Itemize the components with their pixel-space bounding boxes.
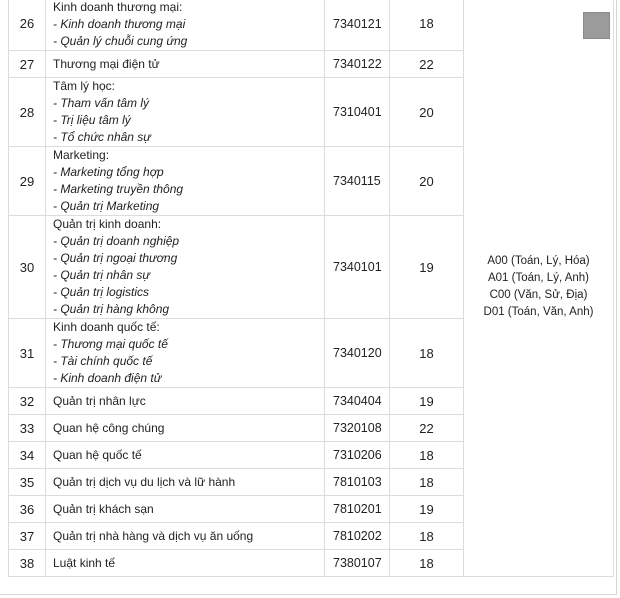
major-title: Marketing: — [53, 148, 110, 162]
specialization-item: - Tài chính quốc tế — [53, 354, 153, 368]
major-name — [46, 388, 325, 415]
benchmark-score: 20 — [390, 147, 464, 216]
major-code: 7340121 — [325, 0, 390, 51]
major-code: 7320108 — [325, 415, 390, 442]
major-code: 7310401 — [325, 78, 390, 147]
major-name — [46, 415, 325, 442]
specialization-item: - Quản trị logistics — [53, 285, 150, 299]
specialization-item: - Marketing tổng hợp — [53, 165, 164, 179]
major-title: Quan hệ công chúng — [53, 420, 165, 435]
major-code: 7810202 — [325, 523, 390, 550]
specialization-item: - Quản trị nhân sự — [53, 268, 150, 282]
row-number: 36 — [9, 496, 46, 523]
benchmark-score: 18 — [390, 469, 464, 496]
major-title: Quản trị kinh doanh: — [53, 217, 162, 231]
major-title: Luật kinh tế — [53, 555, 116, 570]
major-name — [46, 216, 325, 319]
row-number: 35 — [9, 469, 46, 496]
row-number: 33 — [9, 415, 46, 442]
benchmark-score: 18 — [390, 523, 464, 550]
subject-group: D01 (Toán, Văn, Anh) — [483, 305, 594, 318]
specialization-item: - Tham vấn tâm lý — [53, 96, 150, 110]
specialization-item: - Quản trị ngoại thương — [53, 251, 178, 265]
subject-group-combinations — [464, 0, 614, 577]
subject-group: A00 (Toán, Lý, Hóa) — [487, 254, 590, 267]
major-name — [46, 442, 325, 469]
major-name — [46, 147, 325, 216]
benchmark-score: 20 — [390, 78, 464, 147]
specialization-item: - Trị liệu tâm lý — [53, 113, 131, 127]
row-number: 31 — [9, 319, 46, 388]
major-code: 7380107 — [325, 550, 390, 577]
row-number: 32 — [9, 388, 46, 415]
benchmark-score: 22 — [390, 415, 464, 442]
major-code: 7340120 — [325, 319, 390, 388]
major-name — [46, 0, 325, 51]
major-title: Quản trị dịch vụ du lịch và lữ hành — [53, 474, 236, 489]
row-number: 28 — [9, 78, 46, 147]
major-code: 7340404 — [325, 388, 390, 415]
benchmark-score: 19 — [390, 216, 464, 319]
major-code: 7810201 — [325, 496, 390, 523]
specialization-item: - Thương mại quốc tế — [53, 337, 168, 351]
scroll-to-top-button[interactable] — [583, 12, 610, 39]
major-title: Quan hệ quốc tế — [53, 447, 142, 462]
specialization-item: - Quản trị Marketing — [53, 199, 160, 213]
admission-table — [8, 0, 614, 577]
major-name — [46, 78, 325, 147]
subject-group: C00 (Văn, Sử, Địa) — [489, 288, 588, 301]
row-number: 38 — [9, 550, 46, 577]
specialization-item: - Kinh doanh thương mại — [53, 17, 186, 31]
major-name — [46, 51, 325, 78]
major-title: Quản trị nhân lực — [53, 393, 146, 408]
specialization-item: - Tổ chức nhân sự — [53, 130, 151, 144]
major-code: 7310206 — [325, 442, 390, 469]
benchmark-score: 18 — [390, 442, 464, 469]
benchmark-score: 18 — [390, 319, 464, 388]
major-title: Tâm lý học: — [53, 79, 116, 93]
major-code: 7340122 — [325, 51, 390, 78]
benchmark-score: 18 — [390, 550, 464, 577]
table-row — [9, 0, 614, 51]
specialization-item: - Quản trị doanh nghiệp — [53, 234, 180, 248]
row-number: 26 — [9, 0, 46, 51]
major-code: 7340101 — [325, 216, 390, 319]
major-name — [46, 469, 325, 496]
major-name — [46, 550, 325, 577]
major-title: Kinh doanh quốc tế: — [53, 320, 160, 334]
row-number: 34 — [9, 442, 46, 469]
row-number: 27 — [9, 51, 46, 78]
specialization-item: - Kinh doanh điện tử — [53, 371, 162, 385]
major-code: 7340115 — [325, 147, 390, 216]
major-title: Quản trị khách sạn — [53, 501, 154, 516]
major-title: Kinh doanh thương mại: — [53, 0, 183, 14]
major-title: Thương mại điện tử — [53, 56, 160, 71]
benchmark-score: 19 — [390, 496, 464, 523]
specialization-item: - Marketing truyền thông — [53, 182, 184, 196]
specialization-item: - Quản lý chuỗi cung ứng — [53, 34, 188, 48]
major-name — [46, 496, 325, 523]
row-number: 37 — [9, 523, 46, 550]
benchmark-score: 19 — [390, 388, 464, 415]
benchmark-score: 18 — [390, 0, 464, 51]
row-number: 30 — [9, 216, 46, 319]
major-title: Quản trị nhà hàng và dịch vụ ăn uống — [53, 528, 254, 543]
benchmark-score: 22 — [390, 51, 464, 78]
major-name — [46, 319, 325, 388]
subject-group: A01 (Toán, Lý, Anh) — [487, 271, 589, 284]
major-name — [46, 523, 325, 550]
row-number: 29 — [9, 147, 46, 216]
specialization-item: - Quản trị hàng không — [53, 302, 170, 316]
major-code: 7810103 — [325, 469, 390, 496]
